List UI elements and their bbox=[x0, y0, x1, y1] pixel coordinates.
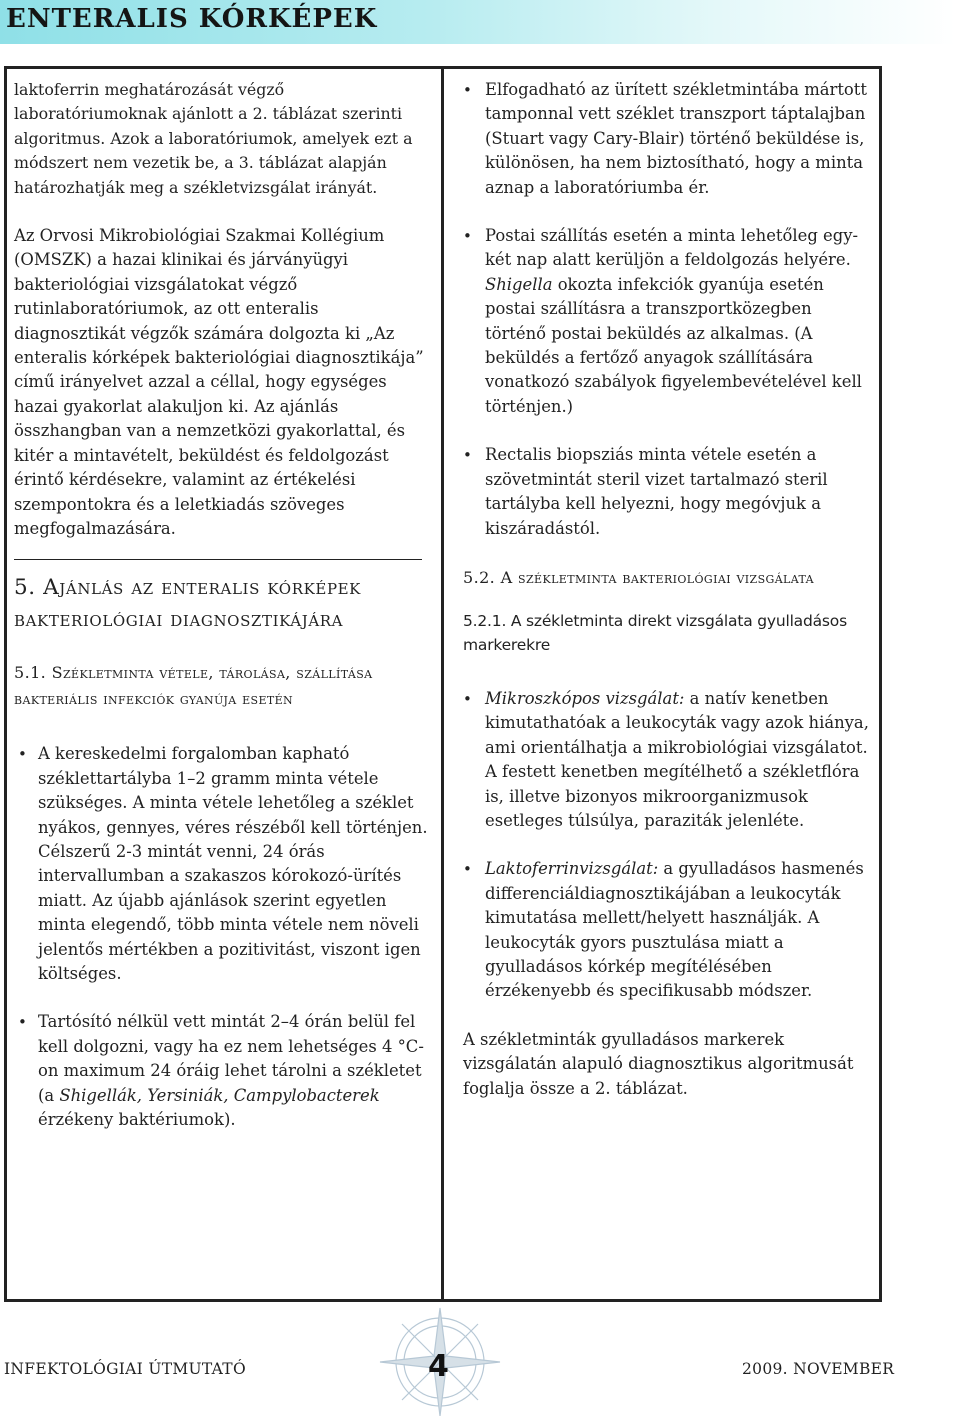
section-5-2-heading: 5.2. A székletminta bakteriológiai vizsgálata bbox=[463, 567, 814, 587]
section-5-1-heading: 5.1. Székletminta vétele, tárolása, szállítása bakteriális infekciók gyanúja esetén bbox=[14, 663, 373, 709]
closing-paragraph: A székletminták gyulladásos markerek vizsgálatán alapuló diagnosztikus algoritmusát foglalja össze a 2. táblázat. bbox=[463, 1029, 854, 1098]
bullet-icon: • bbox=[18, 745, 27, 764]
bullet-icon: • bbox=[463, 446, 472, 465]
bullet-text: a natív kenetben kimutathatóak a leukocyták vagy azok hiánya, ami orientálhatja a mikrobiológiai vizsgálatot. A festett kenetben megítélhető a székletflóra is, illetve bizonyos mikroorganizmusok esetleges túlsúlya, paraziták jelenléte. bbox=[485, 688, 869, 830]
list-item bbox=[463, 443, 873, 541]
bullet-label: Mikroszkópos vizsgálat: bbox=[485, 688, 685, 708]
bullet-icon: • bbox=[463, 81, 472, 99]
bullet-text: Postai szállítás esetén a minta lehetőleg egy-két nap alatt kerüljön a feldolgozás helyére. bbox=[485, 226, 859, 270]
bullet-text: Tartósító nélkül vett mintát 2–4 órán belül fel kell dolgozni, vagy ha ez nem lehetséges 4 °C-on maximum 24 óráig lehet tárolni a székletet (a bbox=[38, 1012, 424, 1105]
bullet-icon: • bbox=[463, 689, 472, 708]
bullet-text: érzékeny baktériumok). bbox=[38, 1110, 236, 1129]
list-item bbox=[14, 742, 430, 986]
list-item bbox=[463, 857, 873, 1003]
bullet-text: a gyulladásos hasmenés differenciáldiagnosztikájában a leukocyták kimutatása mellett/helyett használják. A leukocyták gyors pusztulása miatt a gyulladásos kórkép megítélésében érzékenyebb és specifikusabb módszer. bbox=[485, 859, 864, 1001]
omszk-paragraph: Az Orvosi Mikrobiológiai Szakmai Kollégium (OMSZK) a hazai klinikai és járványügyi bakteriológiai vizsgálatokat végző rutinlaboratóriumok, az ott enteralis diagnosztikát végzők számára dolgozta ki „Az enteralis kórképek bakteriológiai diagnosztikája” című irányelvet azzal a céllal, hogy egységes hazai gyakorlat alakuljon ki. Az ajánlás összhangban van a nemzetközi gyakorlattal, és kitér a mintavételt, beküldést és feldolgozást érintő kérdésekre, valamint az értékelési szempontokra és a leletkiadás szöveges megfogalmazására. bbox=[14, 226, 424, 538]
bullet-icon: • bbox=[463, 860, 472, 879]
section-5-2-1-heading: 5.2.1. A székletminta direkt vizsgálata gyulladásos markerekre bbox=[463, 611, 847, 654]
section-5-heading: 5. Ajánlás az enteralis kórképek bakteriológiai diagnosztikájára bbox=[14, 575, 361, 633]
list-item bbox=[463, 78, 873, 200]
bullet-text: okozta infekciók gyanúja esetén postai szállításra a transzportközegben történő postai beküldés az alkalmas. (A beküldés a fertőző anyagok szállítására vonatkozó szabályok figyelembevételével kell történjen.) bbox=[485, 274, 862, 416]
left-column bbox=[14, 78, 430, 1132]
bullet-italic-text: Shigella bbox=[485, 274, 553, 294]
section-rule bbox=[14, 559, 422, 560]
list-item bbox=[463, 224, 873, 419]
intro-paragraph: laktoferrin meghatározását végző laboratóriumoknak ajánlott a 2. táblázat szerinti algoritmus. Azok a laboratóriumok, amelyek ezt a módszert nem vezetik be, a 3. táblázat alapján határozhatják meg a székletvizsgálat irányát. bbox=[14, 80, 413, 197]
bullet-text: A kereskedelmi forgalomban kapható széklettartályba 1–2 gramm minta vétele szükséges. A minta vétele lehetőleg a széklet nyákos, gennyes, véres részéből kell történjen. Célszerű 2-3 mintát venni, 24 órás intervallumban a szakaszos kórokozó-ürítés miatt. Az újabb ajánlások szerint egyetlen minta elegendő, több minta vétele nem növeli jelentős mértékben a pozitivitást, viszont igen költséges. bbox=[38, 744, 428, 983]
footer-publication: INFEKTOLÓGIAI ÚTMUTATÓ bbox=[4, 1360, 246, 1378]
footer-date: 2009. NOVEMBER bbox=[742, 1360, 895, 1378]
page-header-title: ENTERALIS KÓRKÉPEK bbox=[6, 4, 378, 34]
list-item bbox=[14, 1010, 430, 1132]
bullet-italic-text: Shigellák, Yersiniák, Campylobacterek bbox=[59, 1085, 380, 1105]
list-item bbox=[463, 687, 873, 833]
bullet-icon: • bbox=[463, 227, 472, 246]
bullet-label: Laktoferrinvizsgálat: bbox=[485, 859, 659, 879]
right-column bbox=[463, 78, 873, 1101]
bullet-text: Elfogadható az ürített székletmintába mártott tamponnal vett széklet transzport táptalajban (Stuart vagy Cary-Blair) történő beküldése is, különösen, ha nem biztosítható, hogy a minta aznap a laboratóriumba ér. bbox=[485, 80, 867, 197]
page-number: 4 bbox=[428, 1349, 449, 1384]
bullet-icon: • bbox=[18, 1013, 27, 1032]
column-divider bbox=[441, 66, 444, 1302]
bullet-text: Rectalis biopsziás minta vétele esetén a szövetmintát steril vizet tartalmazó steril tartályba kell helyezni, hogy megóvjuk a kiszáradástól. bbox=[485, 445, 828, 538]
